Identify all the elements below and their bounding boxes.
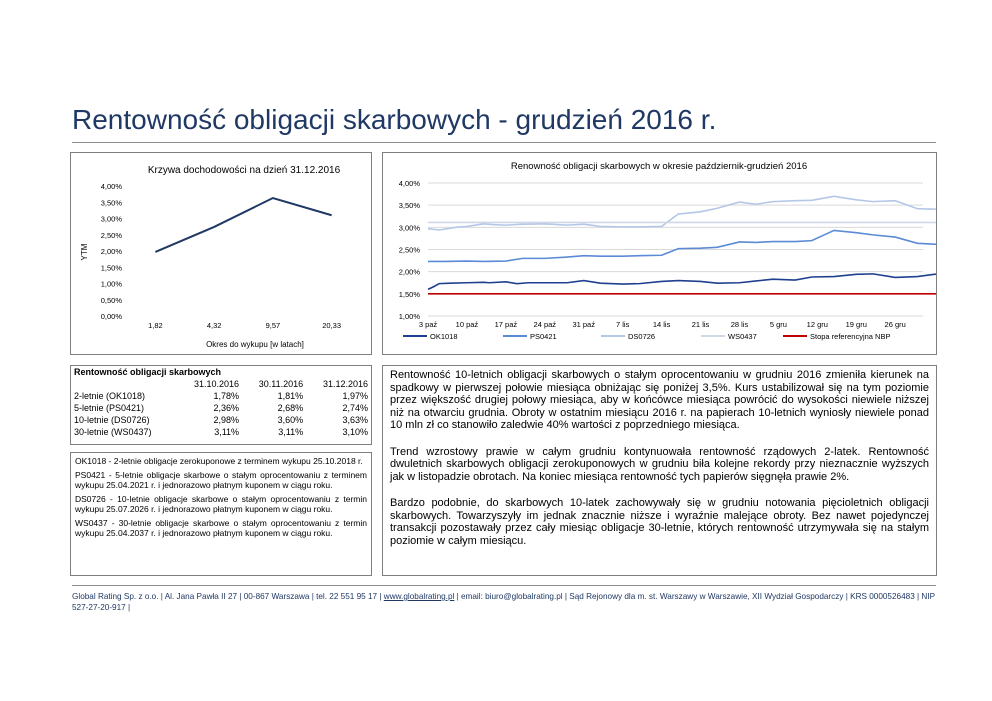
table-header-cell <box>71 378 177 390</box>
table-row <box>71 402 371 414</box>
y-tick-label: 1,50% <box>100 263 122 273</box>
y-tick-label: 0,50% <box>100 295 122 305</box>
table-cell: 30-letnie (WS0437) <box>74 427 152 437</box>
table-cell: 3,10% <box>342 427 368 437</box>
table-cell: 1,78% <box>213 391 240 401</box>
y-tick-label: 2,00% <box>100 247 122 256</box>
x-tick-label: 14 lis <box>652 320 671 329</box>
yield-table <box>71 366 371 438</box>
table-cell: 10-letnie (DS0726) <box>74 415 150 425</box>
y-tick-label: 2,50% <box>398 245 420 255</box>
legend-label: PS0421 <box>530 332 557 341</box>
footer-text: | email: biuro@globalrating.pl | Sąd Rejonowy dla m. st. Warszawy w Warszawie, XII Wydział Gospodarczy | KRS 0000526483 | NIP 527-27-20-917 | <box>72 592 935 612</box>
y-tick-label: 1,00% <box>398 312 420 321</box>
table-cell: 1,81% <box>277 391 304 401</box>
yield-curve-chart <box>71 153 371 354</box>
y-tick-label: 3,00% <box>100 214 122 224</box>
commentary-paragraph: Rentowność 10-letnich obligacji skarbowych o stałym oprocentowaniu w grudniu 2016 zmieniła kierunek na spadkowy w pierwszej połowie miesiąca obniżając się poniżej 3,5%. Kurs ustabilizował się na tym poziomie przez większość drugiej połowy miesiąca, aby w końcówce miesiąca powrócić do wysokości niewiele niższej niż na otwarciu grudnia. Obroty w ostatnim miesiącu 2016 r. na papierach 10-letnich wyniosły niewiele ponad 10 mln zł co stanowiło zaledwie 40% wartości z poprzedniego miesiąca. <box>390 369 929 431</box>
footer-text: Global Rating Sp. z o.o. | Al. Jana Pawła II 27 | 00-867 Warszawa | tel. 22 551 95 17 | <box>72 592 384 601</box>
y-tick-label: 1,00% <box>100 279 122 289</box>
table-cell: 2,36% <box>213 403 240 413</box>
x-tick-label: 24 paź <box>533 320 557 329</box>
yield-curve-xlabel: Okres do wykupu [w latach] <box>206 340 304 349</box>
bond-note: WS0437 - 30-letnie obligacje skarbowe o stałym oprocentowaniu z termin wykupu 25.04.2037 r. i jednorazowo płatnym kuponem w ciągu roku. <box>75 518 367 538</box>
series-line <box>428 273 936 290</box>
footer-divider <box>72 585 936 586</box>
x-tick-label: 19 gru <box>845 320 867 329</box>
yield-table-caption: Rentowność obligacji skarbowych <box>74 367 222 377</box>
y-tick-label: 3,00% <box>398 223 420 233</box>
table-cell: 2-letnie (OK1018) <box>74 391 146 401</box>
yield-history-panel <box>382 152 937 355</box>
x-tick-label: 12 gru <box>806 320 828 329</box>
yield-history-chart <box>383 153 936 354</box>
yield-curve-panel <box>70 152 372 355</box>
x-tick-label: 17 paź <box>494 320 518 329</box>
website-link[interactable]: www.globalrating.pl <box>383 592 455 601</box>
x-tick-label: 10 paź <box>455 320 479 329</box>
table-cell: 3,11% <box>214 427 240 437</box>
x-tick-label: 9,57 <box>265 321 281 330</box>
legend-label: OK1018 <box>430 332 458 341</box>
yield-curve-ylabel: YTM <box>80 243 89 261</box>
y-tick-label: 2,00% <box>398 267 420 277</box>
y-tick-label: 0,00% <box>100 312 122 321</box>
commentary-paragraph: Bardzo podobnie, do skarbowych 10-latek zachowywały się w grudniu notowania pięcioletnich obligacji skarbowych. Towarzyszyły im jednak znacznie niższe i wyraźnie malejące obroty. Bez nawet pojedynczej transakcji pozostawały przez cały miesiąc obligacje 30-letnie, których rentowność utrzymywała się na stałym poziomie w całym miesiącu. <box>390 497 929 547</box>
yield-table-panel <box>70 365 372 445</box>
y-tick-label: 1,50% <box>398 289 420 299</box>
title-divider <box>72 142 936 143</box>
table-header-row <box>71 378 371 390</box>
table-cell: 2,98% <box>213 415 240 425</box>
bond-note: PS0421 - 5-letnie obligacje skarbowe o stałym oprocentowaniu z terminem wykupu 25.04.2021 r. i jednorazowo płatnym kuponem w ciągu roku. <box>75 470 367 490</box>
x-tick-label: 4,32 <box>206 321 222 330</box>
table-cell: 2,74% <box>342 403 368 413</box>
yield-history-title: Renowność obligacji skarbowych w okresie październik-grudzień 2016 <box>510 161 808 172</box>
table-header-cell: 31.12.2016 <box>322 379 368 389</box>
series-line <box>155 198 331 252</box>
x-tick-label: 1,82 <box>148 321 163 330</box>
table-cell: 3,63% <box>342 415 368 425</box>
bond-notes-panel <box>70 452 372 576</box>
x-tick-label: 5 gru <box>769 320 787 329</box>
bond-note: DS0726 - 10-letnie obligacje skarbowe o stałym oprocentowaniu z termin wykupu 25.07.2026 r. i jednorazowo płatnym kuponem w ciągu roku. <box>75 494 367 514</box>
y-tick-label: 2,50% <box>100 230 122 240</box>
x-tick-label: 26 gru <box>884 320 906 329</box>
table-row <box>71 426 371 438</box>
commentary-paragraph: Trend wzrostowy prawie w całym grudniu kontynuowała rentowność rządowych 2-latek. Rentowność dwuletnich skarbowych obligacji zerokuponowych w grudniu biła kolejne rekordy przy nieznacznie wyższych jak w listopadzie obrotach. Na koniec miesiąca rentowność tych papierów sięgnęła prawie 2%. <box>390 445 929 483</box>
x-tick-label: 20,33 <box>322 321 342 330</box>
y-tick-label: 3,50% <box>398 201 420 211</box>
table-cell: 1,97% <box>342 391 368 401</box>
table-cell: 5-letnie (PS0421) <box>74 403 145 413</box>
series-line <box>428 196 936 230</box>
yield-curve-title: Krzywa dochodowości na dzień 31.12.2016 <box>147 165 341 176</box>
footer <box>72 591 936 613</box>
series-line <box>428 230 936 261</box>
table-cell: 3,60% <box>277 415 304 425</box>
y-tick-label: 4,00% <box>100 182 122 191</box>
x-tick-label: 28 lis <box>730 320 749 329</box>
bond-note: OK1018 - 2-letnie obligacje zerokuponowe z terminem wykupu 25.10.2018 r. <box>75 456 363 466</box>
table-row <box>71 414 371 426</box>
y-tick-label: 4,00% <box>398 179 420 188</box>
commentary-panel <box>382 365 937 576</box>
table-header-cell: 31.10.2016 <box>194 379 240 389</box>
table-cell: 2,68% <box>277 403 304 413</box>
legend-label: Stopa referencyjna NBP <box>810 332 891 341</box>
legend-label: WS0437 <box>728 332 757 341</box>
legend-label: DS0726 <box>628 332 656 341</box>
x-tick-label: 31 paź <box>572 320 595 329</box>
x-tick-label: 7 lis <box>615 320 630 329</box>
page-title: Rentowność obligacji skarbowych - grudzień 2016 r. <box>72 104 717 135</box>
table-header-cell: 30.11.2016 <box>258 379 304 389</box>
table-cell: 3,11% <box>278 427 304 437</box>
y-tick-label: 3,50% <box>100 198 122 208</box>
x-tick-label: 3 paź <box>418 320 438 329</box>
x-tick-label: 21 lis <box>691 320 710 329</box>
table-row <box>71 390 371 402</box>
